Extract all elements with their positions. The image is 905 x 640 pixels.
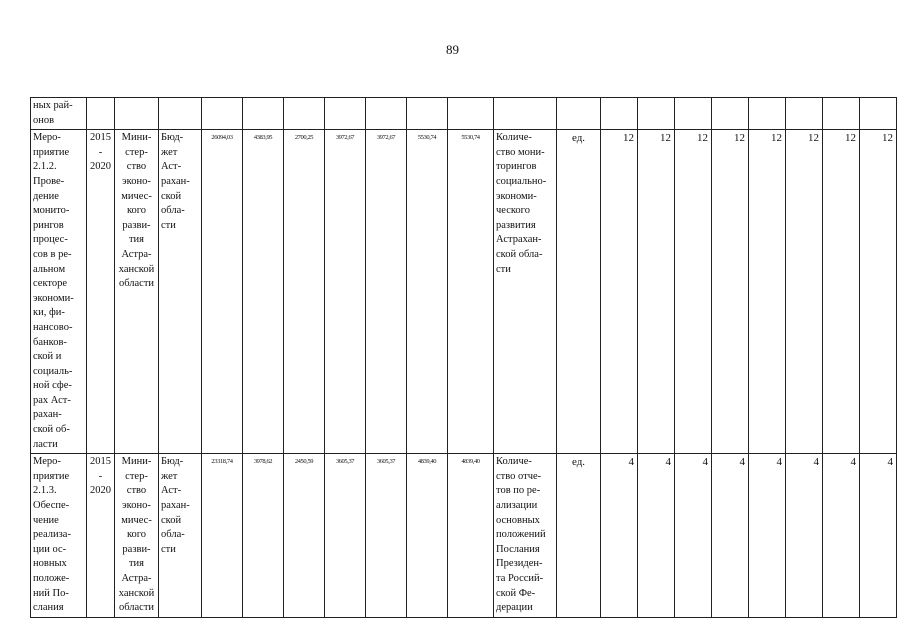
amount-total: 23318,74	[202, 454, 243, 618]
program-table	[30, 97, 897, 618]
indicator-value: 4	[823, 454, 860, 618]
indicator-value: 12	[749, 130, 786, 454]
amount-year: 3972,67	[325, 130, 366, 454]
indicator-value: 4	[638, 454, 675, 618]
amount-year: 5530,74	[448, 130, 494, 454]
amount-year: 4839,40	[407, 454, 448, 618]
amount-year: 2700,25	[284, 130, 325, 454]
executor: Мини- стер- ство эконо- мичес- кого разви- тия Астра- ханской области	[115, 454, 159, 618]
indicator-value: 12	[786, 130, 823, 454]
indicator-value: 4	[675, 454, 712, 618]
amount-year: 2450,59	[284, 454, 325, 618]
indicator-value: 12	[601, 130, 638, 454]
indicator-value: 4	[712, 454, 749, 618]
indicator-value: 12	[823, 130, 860, 454]
page-number: 89	[446, 42, 459, 57]
indicator-value: 4	[860, 454, 897, 618]
indicator-value: 4	[786, 454, 823, 618]
indicator-value: 4	[749, 454, 786, 618]
activity-name: Меро- приятие 2.1.3. Обеспе- чение реализа- ции ос- новных положе- ний По- слания	[31, 454, 87, 618]
indicator-name: Количе- ство мони- торингов социально- экономи- ческого развития Астрахан- ской обла- сти	[494, 130, 557, 454]
carryover-name: ных рай- онов	[31, 98, 87, 130]
indicator-value: 12	[860, 130, 897, 454]
activity-name: Меро- приятие 2.1.2. Прове- дение монито- рингов процес- сов в ре- альном секторе экономи- ки, фи- нансово- банков- ской и социаль- ной сфе- рах Аст- рахан- ской об- ласти	[31, 130, 87, 454]
amount-year: 3978,62	[243, 454, 284, 618]
period: 2015 - 2020	[87, 454, 115, 618]
indicator-value: 4	[601, 454, 638, 618]
indicator-name: Количе- ство отче- тов по ре- ализации основных положений Послания Президен- та Россий- ской Фе- дерации	[494, 454, 557, 618]
amount-year: 4383,95	[243, 130, 284, 454]
indicator-value: 12	[638, 130, 675, 454]
amount-year: 3605,37	[325, 454, 366, 618]
amount-year: 3605,37	[366, 454, 407, 618]
indicator-unit: ед.	[557, 130, 601, 454]
table-row	[31, 454, 897, 618]
indicator-unit: ед.	[557, 454, 601, 618]
table-row	[31, 130, 897, 454]
executor: Мини- стер- ство эконо- мичес- кого разви- тия Астра- ханской области	[115, 130, 159, 454]
indicator-value: 12	[712, 130, 749, 454]
amount-year: 4839,40	[448, 454, 494, 618]
funding-source: Бюд- жет Аст- рахан- ской обла- сти	[159, 454, 202, 618]
amount-year: 3972,67	[366, 130, 407, 454]
indicator-value: 12	[675, 130, 712, 454]
carryover-row	[31, 98, 897, 130]
amount-total: 26094,03	[202, 130, 243, 454]
period: 2015 - 2020	[87, 130, 115, 454]
amount-year: 5530,74	[407, 130, 448, 454]
funding-source: Бюд- жет Аст- рахан- ской обла- сти	[159, 130, 202, 454]
